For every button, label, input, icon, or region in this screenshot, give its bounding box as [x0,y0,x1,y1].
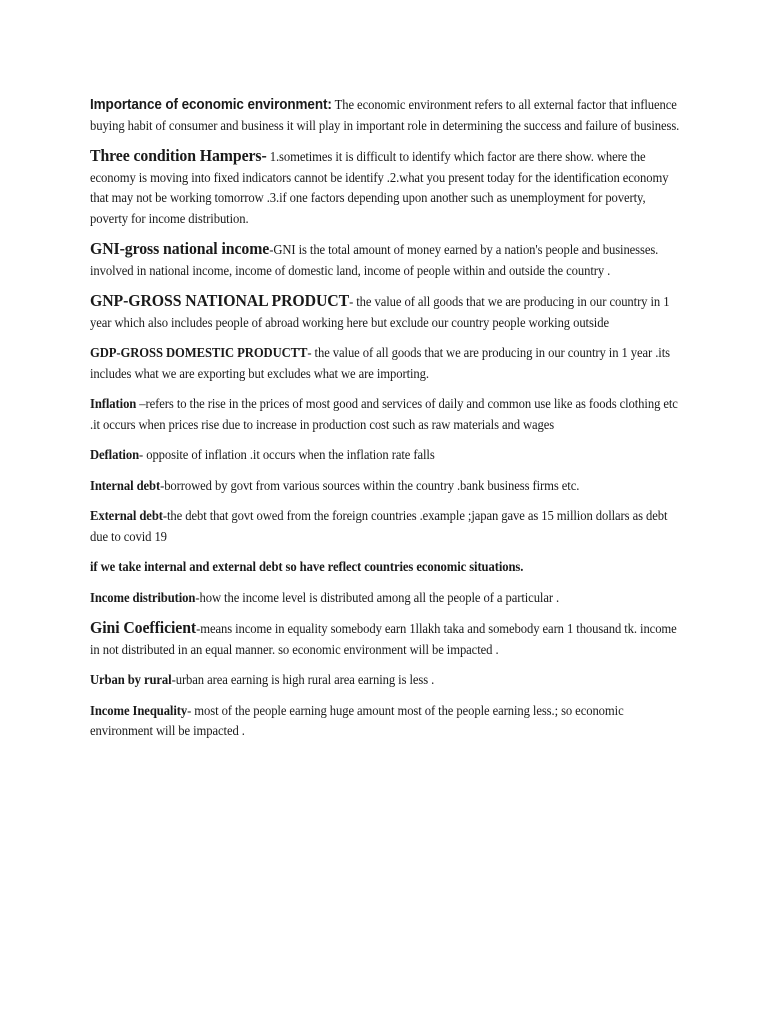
heading-internal-debt: Internal debt [90,477,161,493]
body-external-debt: -the debt that govt owed from the foreign countries .example ;japan gave as 15 million dollars as debt due to covid 19 [90,508,668,544]
document-page [90,95,680,752]
body-deflation: - opposite of inflation .it occurs when the inflation rate falls [139,447,435,462]
body-three-condition: 1.sometimes it is difficult to identify which factor are there show. where the economy is moving into fixed indicators cannot be identify .2.what you present today for the identification economy that may not be working tomorrow .3.if one factors depending upon another such as unemployment for poverty, poverty for income distribution. [90,149,669,226]
paragraph-inflation [90,394,680,435]
body-income-inequality: - most of the people earning huge amount most of the people earning less.; so economic environment will be impacted . [90,702,624,738]
body-gni: -GNI is the total amount of money earned by a nation's people and businesses. involved in national income, income of domestic land, income of people within and outside the country . [90,242,659,278]
heading-income-inequality: Income Inequality [90,702,188,718]
heading-gini: Gini Coefficient [90,618,197,637]
heading-debt-summary: if we take internal and external debt so have reflect countries economic situations. [90,559,524,574]
body-urban-rural: -urban area earning is high rural area earning is less . [171,672,435,687]
paragraph-three-condition [90,146,680,229]
body-gdp: - the value of all goods that we are producing in our country in 1 year .its includes what we are exporting but excludes what we are importing. [90,345,670,381]
heading-urban-rural: Urban by rural [90,672,172,687]
paragraph-gini [90,618,680,660]
paragraph-gnp [90,291,680,333]
paragraph-urban-rural [90,670,680,691]
heading-income-distribution: Income distribution [90,589,196,605]
paragraph-internal-debt [90,476,680,497]
paragraph-income-inequality [90,701,680,742]
body-income-distribution: -how the income level is distributed among all the people of a particular . [195,589,560,605]
heading-gdp: GDP-GROSS DOMESTIC PRODUCTT [90,345,308,360]
heading-importance: Importance of economic environment: [90,97,332,113]
body-inflation: –refers to the rise in the prices of most good and services of daily and common use like as foods clothing etc .it occurs when prices rise due to increase in production cost such as raw materials and wages [90,396,678,432]
body-gnp: - the value of all goods that we are producing in our country in 1 year which also includes people of abroad working here but exclude our country people working outside [90,294,670,330]
paragraph-gdp [90,343,680,384]
paragraph-gni [90,239,680,281]
body-importance: The economic environment refers to all external factor that influence buying habit of consumer and business it will play in important role in determining the success and failure of business. [90,97,680,133]
heading-deflation: Deflation [90,447,140,462]
heading-inflation: Inflation [90,396,137,411]
paragraph-debt-summary [90,557,680,578]
body-gini: -means income in equality somebody earn 1llakh taka and somebody earn 1 thousand tk. income in not distributed in an equal manner. so economic environment will be impacted . [90,621,677,657]
paragraph-external-debt [90,506,680,547]
heading-three-condition: Three condition Hampers- [90,146,267,165]
paragraph-income-distribution [90,588,680,609]
heading-gnp: GNP-GROSS NATIONAL PRODUCT [90,291,350,310]
paragraph-importance [90,95,680,136]
paragraph-deflation [90,445,680,466]
heading-gni: GNI-gross national income [90,239,270,258]
heading-external-debt: External debt [90,508,163,523]
body-internal-debt: -borrowed by govt from various sources within the country .bank business firms etc. [160,477,580,493]
